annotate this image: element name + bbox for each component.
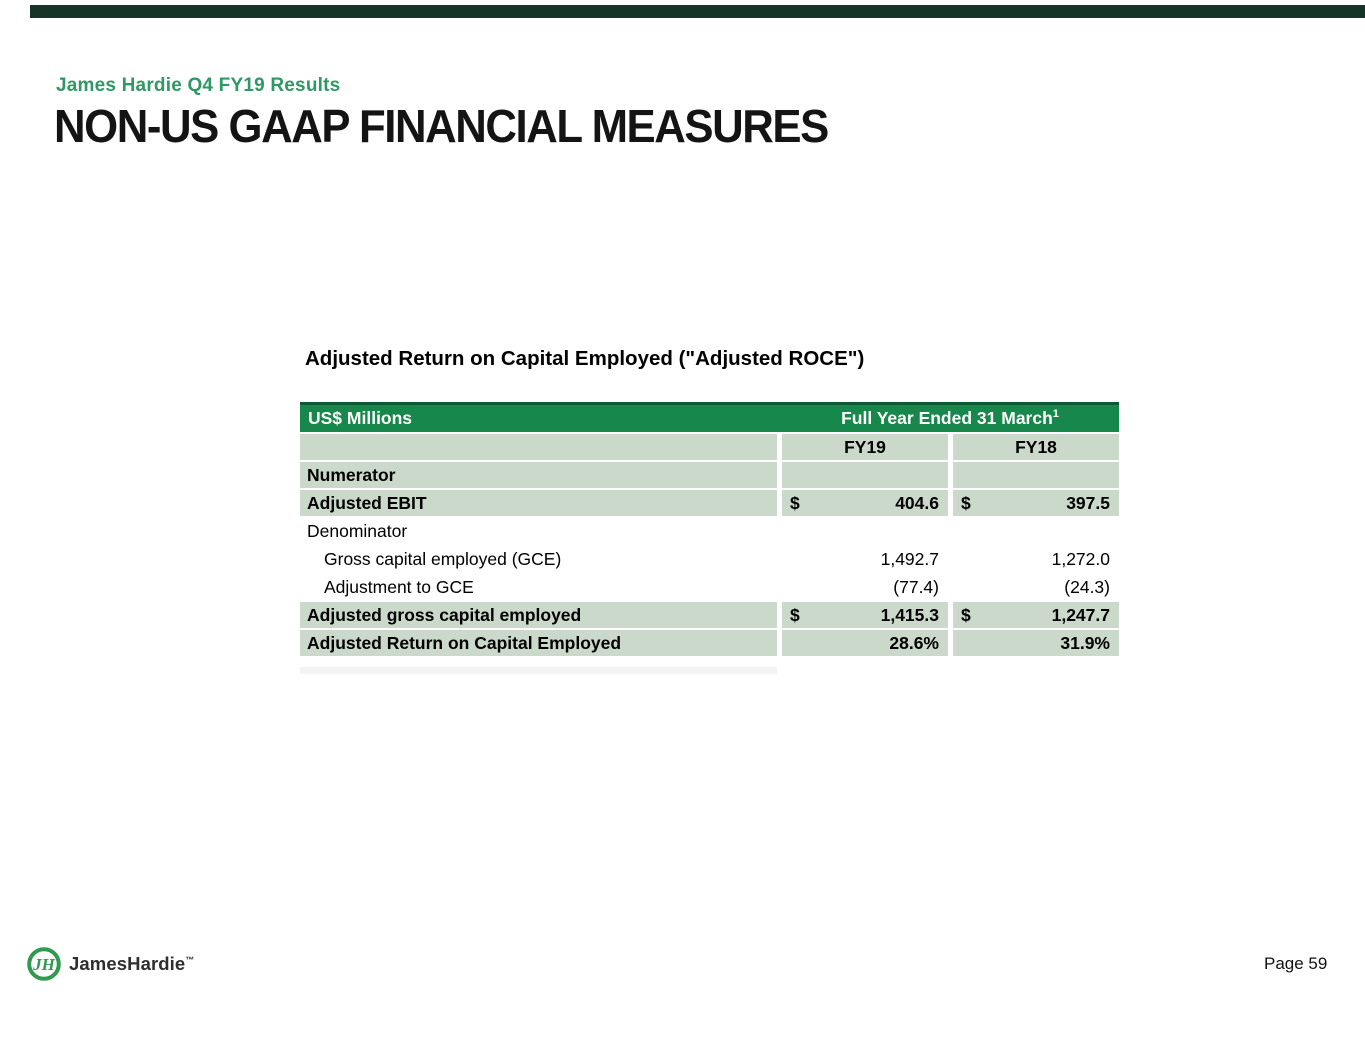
row-label: Adjusted EBIT [300,490,777,516]
row-label: Adjusted gross capital employed [300,602,777,628]
table-title: Adjusted Return on Capital Employed ("Adjusted ROCE") [305,347,865,370]
page-number: Page 59 [1264,954,1328,973]
table-row-denominator [300,518,1119,544]
table-row-numerator [300,462,1119,488]
roce-table [300,402,1119,674]
fy19-value [782,490,948,516]
fy18-value [953,518,1119,544]
row-label: Denominator [307,520,408,541]
table-row-gross-capital-employed [300,546,1119,572]
column-header-us-millions: US$ Millions [308,408,413,428]
fy18-value [953,602,1119,628]
fy19-value [782,602,948,628]
fy18-value: 1,272.0 [1051,548,1110,569]
fy19-value [782,518,948,544]
table-row-adjustment-to-gce [300,574,1119,600]
column-header-fy18: FY18 [953,434,1119,460]
james-hardie-logo [26,946,194,982]
table-header-row [300,402,1119,432]
row-label: Adjustment to GCE [324,576,474,597]
fy18-value: 31.9% [953,630,1119,656]
row-label: Numerator [300,462,777,488]
column-header-period [781,408,1119,429]
table-row-adjusted-ebit [300,490,1119,516]
value: 397.5 [1066,492,1110,513]
currency-symbol: $ [961,492,971,513]
footnote-marker: 1 [1052,408,1059,421]
fy18-value [953,462,1119,488]
logo-wordmark [69,953,194,975]
logo-wordmark-text: JamesHardie [69,953,186,974]
fy19-value: (77.4) [893,576,939,597]
top-accent-bar [30,5,1365,18]
period-label: Full Year Ended 31 March [841,408,1053,428]
value: 1,415.3 [880,604,939,625]
row-label: Adjusted Return on Capital Employed [300,630,777,656]
currency-symbol: $ [790,492,800,513]
jh-logo-icon [26,946,62,982]
trademark-symbol: ™ [185,954,195,965]
currency-symbol: $ [790,604,800,625]
slide-eyebrow: James Hardie Q4 FY19 Results [56,75,341,96]
table-ghost-row [300,667,777,674]
table-row-adjusted-gross-capital-employed [300,602,1119,628]
row-label: Gross capital employed (GCE) [324,548,562,569]
fy19-value: 28.6% [782,630,948,656]
value: 404.6 [895,492,939,513]
table-subheader-row [300,434,1119,460]
fy18-value: (24.3) [1064,576,1110,597]
fy18-value [953,490,1119,516]
page-title: NON-US GAAP FINANCIAL MEASURES [54,100,828,152]
currency-symbol: $ [961,604,971,625]
column-header-fy19: FY19 [782,434,948,460]
fy19-value [782,462,948,488]
subheader-empty-cell [300,434,777,460]
jh-monogram: JH [33,955,55,974]
table-row-adjusted-roce [300,630,1119,656]
value: 1,247.7 [1051,604,1110,625]
fy19-value: 1,492.7 [880,548,939,569]
